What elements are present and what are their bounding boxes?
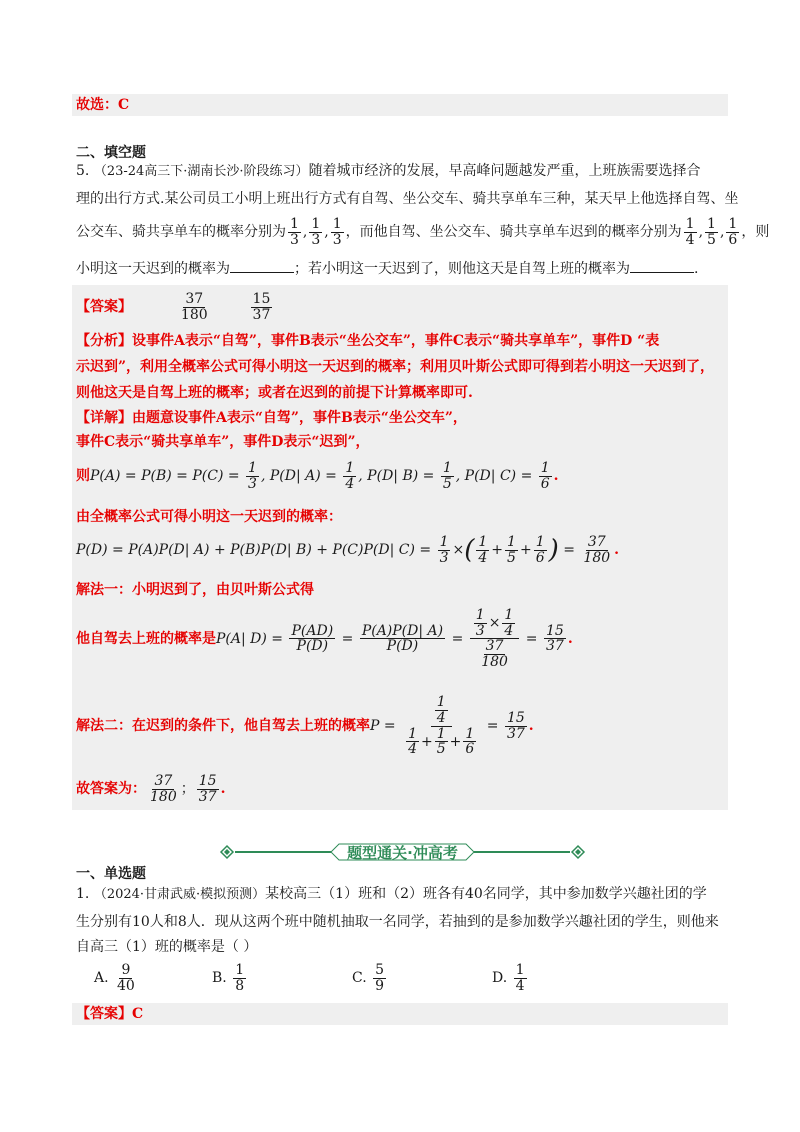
analysis-line2: 示迟到”，利用全概率公式可得小明这一天迟到的概率；利用贝叶斯公式即可得到若小明这一天迟到了，: [76, 359, 715, 375]
method1-label: 解法一：小明迟到了，由贝叶斯公式得: [76, 582, 314, 598]
prev-answer: 故选：C: [76, 97, 130, 113]
option-b-den: 8: [235, 977, 245, 994]
option-c-label: C.: [352, 970, 367, 986]
total-prob-formula: P(D) = P(A)P(D| A) + P(B)P(D| B) + P(C)P(D| C) = $\frac{1}{3}$ ×( $\frac{1}{4}$ + $\frac{1}{5}$ + $\frac{1}{6}$ ) = $\frac{37}{180}$ .: [76, 533, 620, 566]
q5-text2: 理的出行方式.某公司员工小明上班出行方式有自驾、坐公交车、骑共享单车三种，某天早上他选择自驾、坐: [76, 191, 739, 207]
method2-line: 解法二：在迟到的条件下，他自驾去上班的概率P = $\frac{1}{4}$ $\frac{1}{4}$ + $\frac{1}{5}$ + $\frac{1}{6}$ = $\frac{15}{37}$ .: [76, 694, 534, 758]
option-d-label: D.: [492, 970, 508, 986]
option-a-num: 9: [121, 961, 131, 978]
q1-text3: 自高三（1）班的概率是（ ）: [76, 939, 258, 955]
q1-answer-label: 【答案】: [76, 1006, 132, 1022]
ans2-den: 37: [252, 306, 271, 323]
option-c-den: 9: [375, 977, 385, 994]
q1-answer-bar: [72, 1003, 728, 1025]
q1-text1: 某校高三（1）班和（2）班各有40名同学，其中参加数学兴趣社团的学: [265, 886, 707, 902]
option-a-label: A.: [94, 970, 109, 986]
section-fill-blank-title: 二、填空题: [76, 145, 146, 161]
analysis-line1: 【分析】设事件A表示“自驾”，事件B表示“坐公交车”，事件C表示“骑共享单车”，事件D “表: [76, 333, 660, 349]
q1-number: 1.: [76, 886, 90, 902]
final-answer-line: 故答案为： $\frac{37}{180}$ ； $\frac{15}{37}$ .: [76, 772, 226, 805]
q5-text1: 随着城市经济的发展，早高峰问题越发严重，上班族需要选择合: [308, 163, 701, 179]
q5-line1: [76, 161, 701, 182]
banner-title: 题型通关·冲高考: [347, 844, 458, 862]
option-b-num: 1: [235, 961, 245, 978]
option-c-num: 5: [375, 961, 385, 978]
q1-option-c[interactable]: [352, 958, 388, 998]
q1-line1: [76, 884, 707, 905]
q1-source: （2024·甘肃武威·模拟预测）: [93, 887, 266, 902]
option-d-den: 4: [515, 977, 525, 994]
q5-text4a: 小明这一天迟到的概率为: [76, 261, 230, 277]
q5-text4b: ；若小明这一天迟到了，则他这天是自驾上班的概率为: [294, 261, 630, 277]
then-label: 则: [76, 468, 90, 484]
q1-answer-value: C: [132, 1006, 144, 1022]
ans1-den: 180: [180, 306, 208, 323]
q5-text3b: ，而他自驾、坐公交车、骑共享单车迟到的概率分别为: [345, 224, 682, 240]
q5-text4c: .: [694, 261, 699, 277]
option-a-den: 40: [117, 977, 135, 994]
total-prob-label: 由全概率公式可得小明这一天迟到的概率：: [76, 509, 342, 525]
q1-option-a[interactable]: [94, 958, 139, 998]
ans2-num: 15: [252, 290, 271, 307]
q1-answer: [76, 1004, 143, 1024]
ans1-num: 37: [185, 290, 204, 307]
prob-line: 则P(A) = P(B) = P(C) = $\frac{1}{3}$ , P(D| A) = $\frac{1}{4}$ , P(D| B) = $\frac{1}{5}$ , P(D| C) = $\frac{1}{6}$ .: [76, 459, 559, 492]
q5-line3: 公交车、骑共享单车的概率分别为 $\frac{1}{3}$ , $\frac{1}{3}$ , $\frac{1}{3}$ ，而他自驾、坐公交车、骑共享单车迟到的概率分别为 $\frac{1}{4}$ , $\frac{1}{5}$ , $\frac{1}{6}$ ，则: [76, 215, 770, 248]
q5-line4: [76, 258, 698, 279]
banner: [215, 840, 590, 864]
q1-option-b[interactable]: [212, 958, 248, 998]
method2-label: 解法二：在迟到的条件下，他自驾去上班的概率: [76, 718, 370, 734]
frac-1-3: $\frac{1}{3}$: [290, 215, 299, 248]
q5-number: 5.: [76, 163, 90, 179]
q5-source: （23-24高三下·湖南长沙·阶段练习）: [93, 164, 309, 179]
section-single-choice-title: 一、单选题: [76, 866, 146, 882]
answer-line: [76, 288, 274, 326]
option-b-label: B.: [212, 970, 227, 986]
final-label: 故答案为：: [76, 781, 146, 797]
q1-option-d[interactable]: [492, 958, 529, 998]
option-d-num: 1: [515, 961, 525, 978]
q5-text3c: ，则: [741, 224, 770, 240]
bayes-line: 他自驾去上班的概率是P(A| D) = $\frac{P(AD)}{P(D)}$ = $\frac{P(A)P(D| A)}{P(D)}$ = $\frac{1}{3}$ × $\frac{1}{4}$ $\frac{37}{180}$ = $\frac{15}{37}$ .: [76, 607, 573, 671]
self-drive-label: 他自驾去上班的概率是: [76, 630, 216, 647]
answer-label: 【答案】: [76, 299, 132, 315]
detail-line2: 事件C表示“骑共享单车”，事件D表示“迟到”，: [76, 434, 370, 450]
prev-answer-bar: [72, 94, 728, 116]
blank-1[interactable]: [230, 258, 294, 273]
q1-text2: 生分别有10人和8人．现从这两个班中随机抽取一名同学，若抽到的是参加数学兴趣社团的学生，则他来: [76, 914, 719, 930]
q5-text3a: 公交车、骑共享单车的概率分别为: [76, 224, 286, 240]
analysis-line3: 则他这天是自驾上班的概率；或者在迟到的前提下计算概率即可.: [76, 385, 473, 401]
blank-2[interactable]: [630, 258, 694, 273]
detail-line1: 【详解】由题意设事件A表示“自驾”，事件B表示“坐公交车”，: [76, 410, 467, 426]
